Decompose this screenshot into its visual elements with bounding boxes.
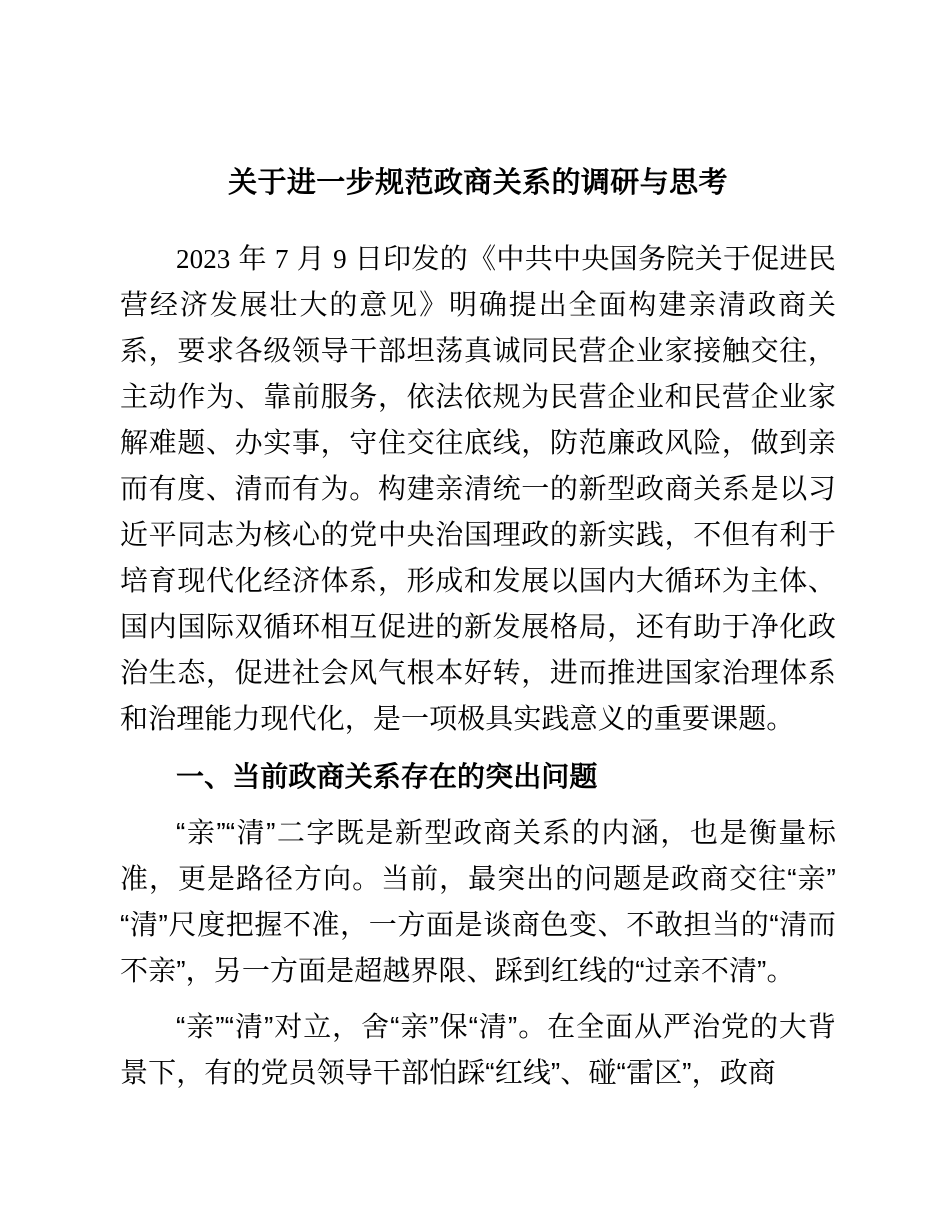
page-title: 关于进一步规范政商关系的调研与思考 (228, 167, 728, 199)
document-body (120, 0, 836, 1096)
latin-run: 9 (333, 244, 347, 274)
paragraph-intro: 2023 年 7 月 9 日印发的《中共中央国务院关于促进民营经济发展壮大的意见》明确提出全面构建亲清政商关系，要求各级领导干部坦荡真诚同民营企业家接触交往，主动作为、靠前服务，依法依规为民营企业和民营企业家解难题、办实事，守住交往底线，防范廉政风险，做到亲而有度、清而有为。构建亲清统一的新型政商关系是以习近平同志为核心的党中央治国理政的新实践，不但有利于培育现代化经济体系，形成和发展以国内大循环为主体、国内国际双循环相互促进的新发展格局，还有助于净化政治生态，促进社会风气根本好转，进而推进国家治理体系和治理能力现代化，是一项极具实践意义的重要课题。 (120, 243, 837, 734)
latin-run: 7 (274, 244, 289, 274)
latin-run: 2023 (176, 244, 231, 274)
paragraph-qin-qing-opposition: “亲”“清”对立，舍“亲”保“清”。在全面从严治党的大背景下，有的党员领导干部怕踩“红线”、碰“雷区”，政商 (120, 1011, 836, 1088)
section-heading-one: 一、当前政商关系存在的突出问题 (176, 761, 598, 792)
paragraph-qin-qing-definition: “亲”“清”二字既是新型政商关系的内涵，也是衡量标准，更是路径方向。当前，最突出的问题是政商交往“亲”“清”尺度把握不准，一方面是谈商色变、不敢担当的“清而不亲”，另一方面是超越界限、踩到红线的“过亲不清”。 (120, 817, 836, 986)
